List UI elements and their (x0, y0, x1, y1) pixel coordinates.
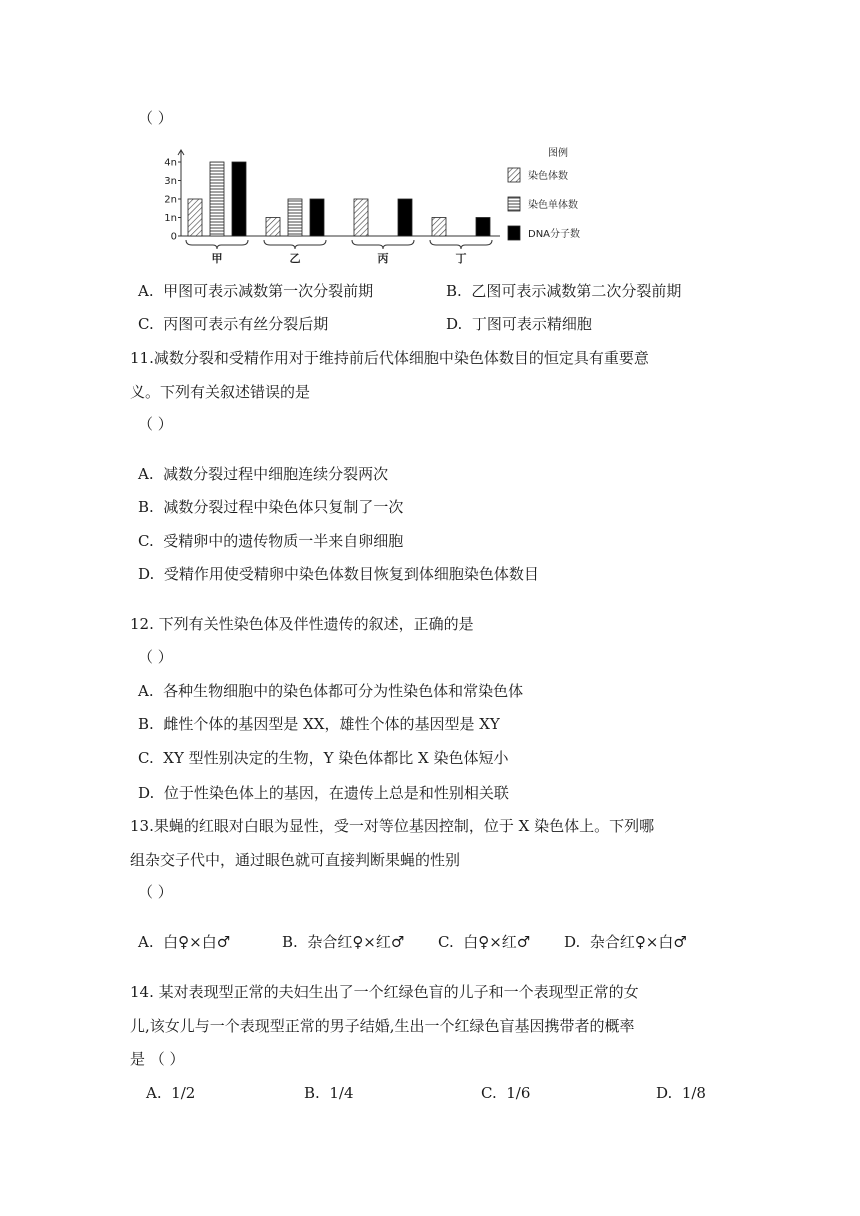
y-tick-label: 3n (164, 176, 177, 187)
q11-option-c[interactable] (138, 531, 403, 551)
option-letter: C. (138, 749, 154, 767)
category-label: 丙 (377, 252, 389, 265)
q12-stem: 12. 下列有关性染色体及伴性遗传的叙述，正确的是 (130, 615, 474, 633)
q14-stem-line3: 是 （ ） (130, 1050, 185, 1068)
q13-stem-line2: 组杂交子代中，通过眼色就可直接判断果蝇的性别 (130, 851, 461, 869)
q12-option-d[interactable] (138, 783, 509, 803)
q11-stem-line1: 11.减数分裂和受精作用对于维持前后代体细胞中染色体数目的恒定具有重要意 (130, 349, 649, 367)
option-text: 白♀×白♂ (163, 933, 231, 951)
legend-swatch (508, 168, 520, 182)
option-letter: A. (138, 282, 154, 300)
y-tick-label: 1n (164, 213, 177, 224)
group-brace (264, 240, 326, 249)
option-text: 减数分裂过程中细胞连续分裂两次 (163, 465, 389, 483)
option-letter: B. (282, 933, 298, 951)
option-text: 各种生物细胞中的染色体都可分为性染色体和常染色体 (163, 682, 524, 700)
q10-option-c[interactable] (138, 314, 328, 334)
bar-染色单体数-乙 (288, 199, 302, 236)
option-text: 1/4 (329, 1084, 354, 1102)
option-text: 1/6 (506, 1084, 531, 1102)
q12-option-b[interactable] (138, 714, 500, 734)
bar-DNA分子数-乙 (310, 199, 324, 236)
chromosome-bar-chart (150, 140, 630, 270)
bar-染色体数-乙 (266, 218, 280, 237)
option-text: 丁图可表示精细胞 (471, 315, 592, 333)
bar-染色体数-甲 (188, 199, 202, 236)
bar-DNA分子数-甲 (232, 162, 246, 236)
q10-option-b[interactable] (446, 281, 681, 301)
option-letter: C. (138, 315, 154, 333)
chart-svg (150, 140, 630, 270)
q12-option-a[interactable] (138, 681, 523, 701)
option-letter: D. (564, 933, 581, 951)
category-label: 乙 (289, 252, 301, 265)
category-label: 甲 (211, 252, 223, 265)
option-letter: C. (481, 1084, 497, 1102)
q14-stem-line2: 儿,该女儿与一个表现型正常的男子结婚,生出一个红绿色盲基因携带者的概率 (130, 1017, 635, 1035)
option-letter: B. (138, 715, 154, 733)
q13-option-a[interactable] (138, 932, 230, 952)
q11-option-b[interactable] (138, 497, 403, 517)
q13-option-c[interactable] (438, 932, 530, 952)
q13-option-b[interactable] (282, 932, 404, 952)
q12-option-c[interactable] (138, 748, 509, 768)
option-letter: C. (438, 933, 454, 951)
option-letter: D. (656, 1084, 673, 1102)
q14-option-a[interactable] (146, 1083, 195, 1103)
q11-stem-line2: 义。下列有关叙述错误的是 (130, 383, 311, 401)
option-letter: A. (138, 465, 154, 483)
option-text: 甲图可表示减数第一次分裂前期 (163, 282, 374, 300)
option-letter: D. (446, 315, 463, 333)
option-text: 雌性个体的基因型是 XX，雄性个体的基因型是 XY (163, 715, 500, 733)
legend-swatch (508, 197, 520, 211)
legend-label: DNA分子数 (528, 229, 581, 240)
q13-answer-paren: （ ） (138, 883, 173, 901)
option-letter: B. (138, 498, 154, 516)
q14-option-b[interactable] (304, 1083, 353, 1103)
option-letter: D. (138, 565, 155, 583)
option-text: 丙图可表示有丝分裂后期 (163, 315, 329, 333)
option-text: 杂合红♀×红♂ (307, 933, 405, 951)
legend-label: 染色单体数 (528, 200, 578, 211)
q14-option-c[interactable] (481, 1083, 530, 1103)
option-letter: B. (304, 1084, 320, 1102)
bar-染色单体数-甲 (210, 162, 224, 236)
legend-swatch (508, 226, 520, 240)
q11-answer-paren: （ ） (138, 415, 173, 433)
y-tick-label: 4n (164, 157, 177, 169)
y-tick-label: 2n (164, 194, 177, 206)
q14-option-d[interactable] (656, 1083, 706, 1103)
option-text: XY 型性别决定的生物，Y 染色体都比 X 染色体短小 (163, 749, 509, 767)
option-text: 受精卵中的遗传物质一半来自卵细胞 (163, 532, 404, 550)
option-letter: D. (138, 784, 155, 802)
legend-label: 染色体数 (528, 171, 568, 182)
q10-answer-paren: （ ） (138, 109, 173, 127)
q13-option-d[interactable] (564, 932, 687, 952)
q10-option-a[interactable] (138, 281, 373, 301)
q13-stem-line1: 13.果蝇的红眼对白眼为显性，受一对等位基因控制，位于 X 染色体上。下列哪 (130, 817, 655, 835)
option-text: 受精作用使受精卵中染色体数目恢复到体细胞染色体数目 (163, 565, 539, 583)
option-letter: B. (446, 282, 462, 300)
option-text: 白♀×红♂ (463, 933, 531, 951)
option-text: 杂合红♀×白♂ (589, 933, 687, 951)
group-brace (430, 240, 492, 249)
option-text: 乙图可表示减数第二次分裂前期 (471, 282, 682, 300)
category-label: 丁 (455, 252, 467, 265)
y-tick-label: 0 (170, 231, 177, 243)
option-text: 位于性染色体上的基因，在遗传上总是和性别相关联 (163, 784, 509, 802)
q14-stem-line1: 14. 某对表现型正常的夫妇生出了一个红绿色盲的儿子和一个表现型正常的女 (130, 983, 639, 1001)
group-brace (186, 240, 248, 249)
option-letter: A. (138, 933, 154, 951)
bar-DNA分子数-丙 (398, 199, 412, 236)
option-letter: A. (138, 682, 154, 700)
q11-option-d[interactable] (138, 564, 539, 584)
q10-option-d[interactable] (446, 314, 592, 334)
bar-DNA分子数-丁 (476, 218, 490, 237)
option-letter: C. (138, 532, 154, 550)
bar-染色体数-丁 (432, 218, 446, 237)
group-brace (352, 240, 414, 249)
option-text: 减数分裂过程中染色体只复制了一次 (163, 498, 404, 516)
option-letter: A. (146, 1084, 162, 1102)
legend-title: 图例 (548, 148, 568, 159)
option-text: 1/2 (171, 1084, 196, 1102)
q12-answer-paren: （ ） (138, 648, 173, 666)
bar-染色体数-丙 (354, 199, 368, 236)
q11-option-a[interactable] (138, 464, 388, 484)
option-text: 1/8 (681, 1084, 706, 1102)
